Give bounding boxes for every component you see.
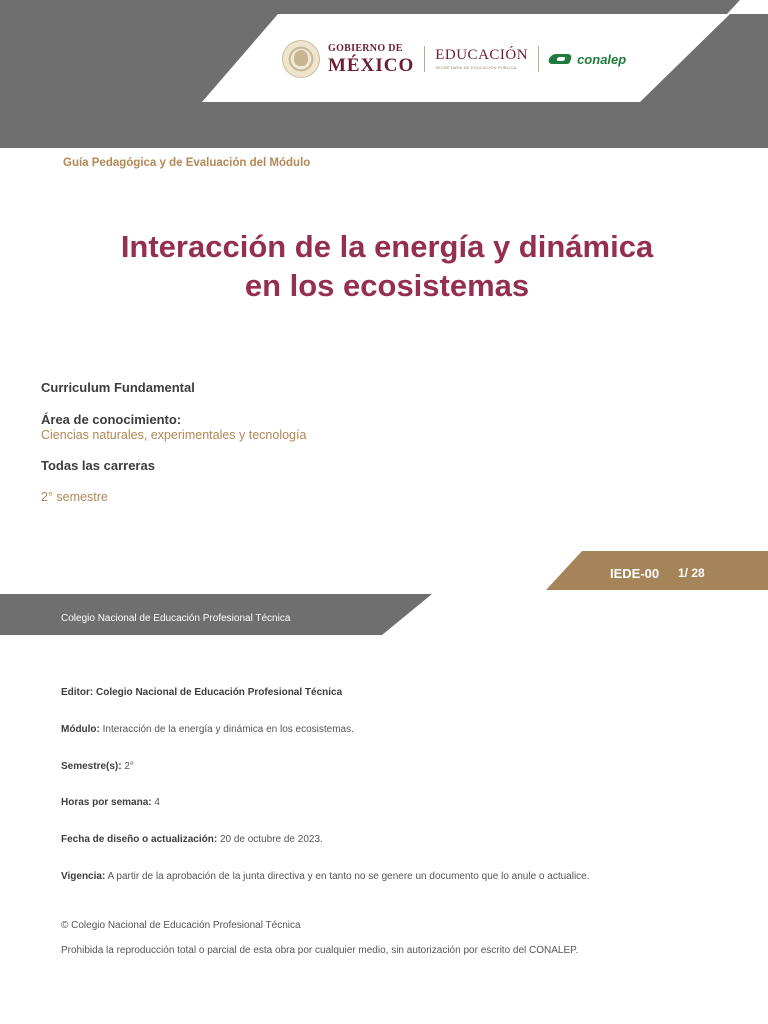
logo-divider	[424, 46, 425, 72]
fecha-value: 20 de octubre de 2023.	[219, 834, 323, 845]
title-line1: Interacción de la energía y dinámica	[120, 229, 654, 264]
conalep-mark-icon	[549, 50, 575, 68]
semester-value: 2° semestre	[41, 490, 108, 504]
modulo-line	[61, 724, 354, 735]
conalep-logo	[549, 50, 626, 68]
editor-label: Editor: Colegio Nacional de Educación Profesional Técnica	[61, 687, 343, 698]
document-code: IEDE-00	[610, 566, 660, 581]
prohibida-line: Prohibida la reproducción total o parcial de esta obra por cualquier medio, sin autorización por escrito del CONALEP.	[61, 945, 579, 956]
mexico-seal-icon	[282, 40, 320, 78]
curriculum-heading: Curriculum Fundamental	[41, 380, 195, 395]
semestres-line	[61, 761, 134, 772]
footer-institution: Colegio Nacional de Educación Profesional Técnica	[61, 613, 291, 624]
editor-line	[61, 687, 342, 698]
horas-line	[61, 797, 160, 808]
educacion-label: EDUCACIÓN	[435, 47, 529, 63]
fecha-line	[61, 834, 323, 845]
area-value: Ciencias naturales, experimentales y tecnología	[41, 428, 307, 442]
conalep-label: conalep	[577, 51, 627, 67]
page-title	[40, 228, 734, 306]
educacion-sublabel: SECRETARÍA DE EDUCACIÓN PÚBLICA	[435, 65, 517, 70]
guide-label: Guía Pedagógica y de Evaluación del Módulo	[63, 157, 311, 169]
area-heading: Área de conocimiento:	[41, 412, 182, 427]
careers-heading: Todas las carreras	[41, 458, 155, 473]
horas-value: 4	[154, 797, 160, 808]
logo-divider	[538, 46, 539, 72]
semestres-value: 2°	[124, 761, 134, 772]
title-line2: en los ecosistemas	[244, 267, 530, 303]
horas-label: Horas por semana:	[61, 797, 152, 808]
header-logos	[282, 38, 626, 80]
modulo-label: Módulo:	[61, 724, 100, 735]
vigencia-label: Vigencia:	[61, 871, 106, 882]
vigencia-line	[61, 871, 590, 882]
vigencia-value: A partir de la aprobación de la junta directiva y en tanto no se genere un documento que lo anule o actualice.	[107, 871, 590, 882]
fecha-label: Fecha de diseño o actualización:	[61, 834, 218, 845]
modulo-value: Interacción de la energía y dinámica en los ecosistemas.	[102, 724, 354, 735]
gobierno-line2: MÉXICO	[328, 54, 415, 76]
gobierno-mexico-logo	[328, 44, 414, 75]
educacion-logo	[435, 48, 528, 70]
gobierno-line1: GOBIERNO DE	[328, 42, 403, 54]
copyright-line: © Colegio Nacional de Educación Profesional Técnica	[61, 920, 301, 931]
page-number: 1/ 28	[678, 566, 705, 580]
semestres-label: Semestre(s):	[61, 761, 122, 772]
